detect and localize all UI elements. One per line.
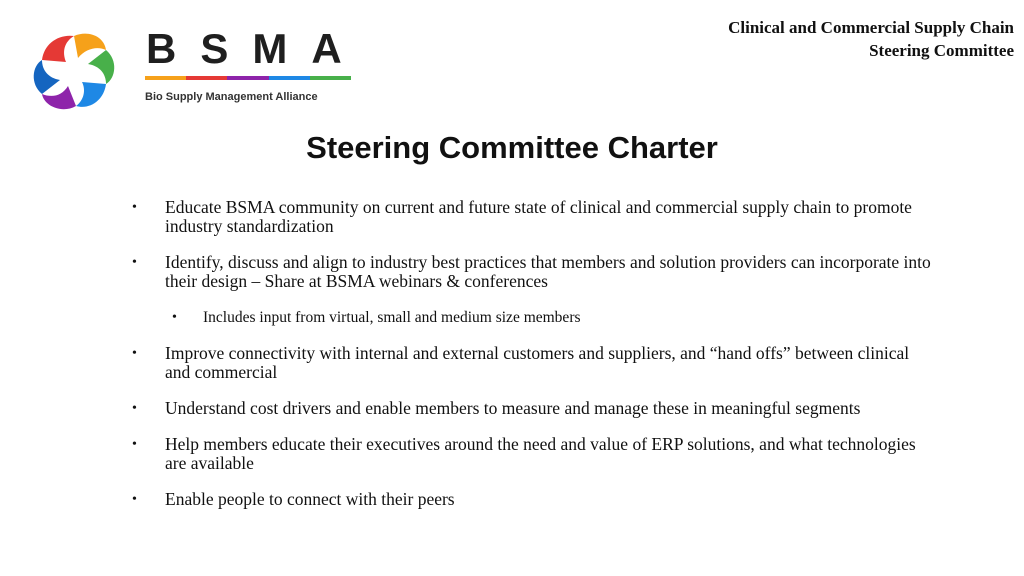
charter-bullet-list	[132, 198, 932, 526]
logo-tagline: Bio Supply Management Alliance	[145, 91, 318, 103]
list-item	[132, 399, 932, 418]
bsma-pinwheel-logo-icon	[28, 26, 120, 118]
bullet-icon: •	[132, 346, 137, 361]
slide-title: Steering Committee Charter	[306, 130, 718, 165]
header-line-2: Steering Committee	[869, 41, 1014, 60]
list-item	[132, 435, 932, 473]
logo-color-bar	[145, 76, 351, 80]
list-item	[132, 490, 932, 509]
bullet-text: Enable people to connect with their peers	[165, 489, 455, 509]
bullet-icon: •	[132, 255, 137, 270]
bullet-text: Understand cost drivers and enable members to measure and manage these in meaningful segments	[165, 398, 861, 418]
list-item	[132, 198, 932, 236]
bullet-text: Includes input from virtual, small and medium size members	[203, 309, 581, 326]
committee-header	[728, 16, 1014, 62]
bsma-logo	[28, 25, 366, 118]
list-item	[132, 253, 932, 291]
bullet-text: Educate BSMA community on current and future state of clinical and commercial supply chain to promote industry standardization	[165, 197, 912, 236]
header-line-1: Clinical and Commercial Supply Chain	[728, 18, 1014, 37]
bullet-icon: •	[172, 310, 177, 325]
bullet-icon: •	[132, 401, 137, 416]
bullet-text: Improve connectivity with internal and external customers and suppliers, and “hand offs” between clinical and commercial	[165, 343, 910, 382]
bullet-text: Help members educate their executives around the need and value of ERP solutions, and what technologies are available	[165, 434, 916, 473]
bullet-text: Identify, discuss and align to industry best practices that members and solution providers can incorporate into their design – Share at BSMA webinars & conferences	[165, 252, 931, 291]
bsma-wordmark: BSMA	[146, 25, 366, 72]
list-item	[132, 344, 932, 382]
bullet-icon: •	[132, 492, 137, 507]
bullet-icon: •	[132, 200, 137, 215]
bullet-icon: •	[132, 437, 137, 452]
list-item	[172, 308, 932, 327]
